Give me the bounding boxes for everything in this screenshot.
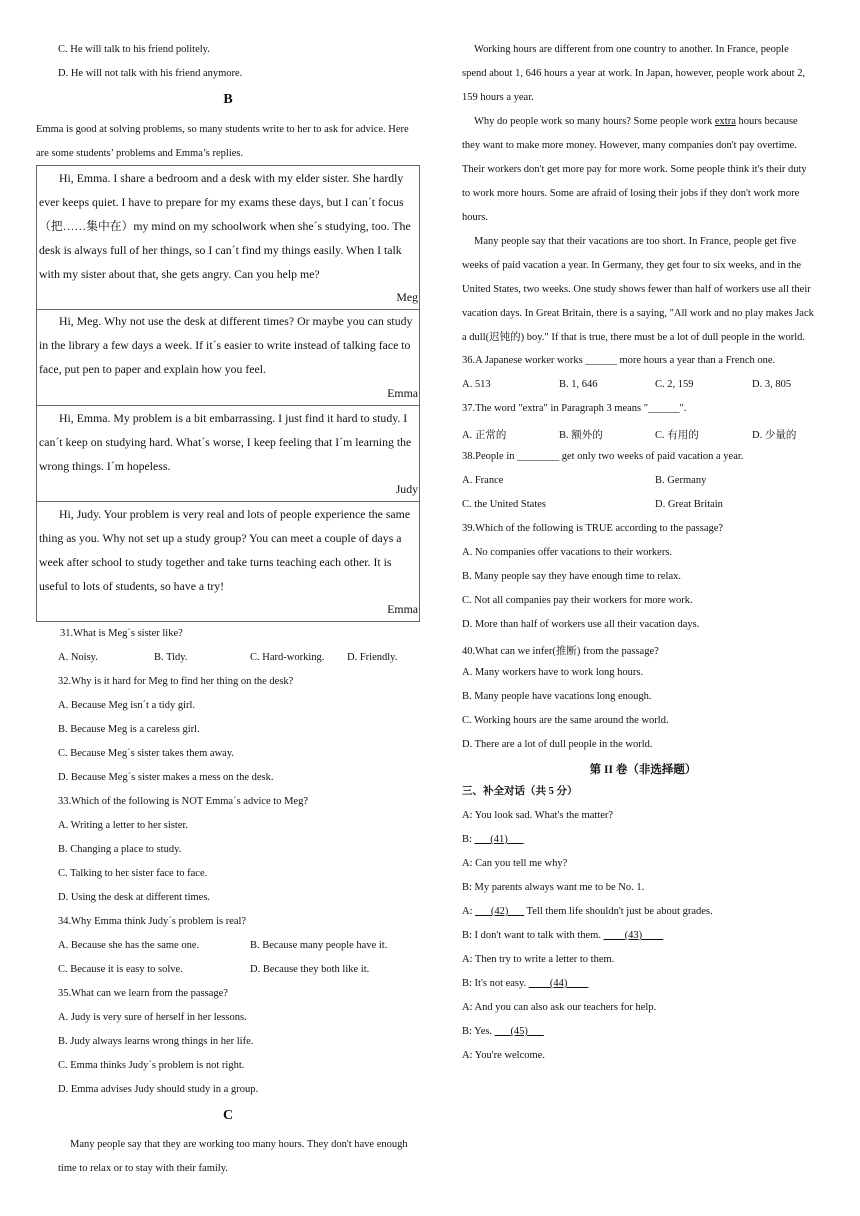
dialog-line bbox=[462, 833, 524, 846]
option: D. 3, 805 bbox=[752, 379, 792, 390]
dialog-text: A: bbox=[462, 906, 476, 917]
dialog-text: A: Then try to write a letter to them. bbox=[462, 954, 615, 965]
question-40: 40.What can we infer(推断) from the passage? bbox=[462, 646, 659, 657]
passage-line: United States, two weeks. One study shows fewer than half of workers use all their bbox=[462, 284, 811, 295]
option: D. Using the desk at different times. bbox=[58, 892, 211, 903]
dialog-line bbox=[462, 1049, 545, 1062]
option: C. Not all companies pay their workers for more work. bbox=[462, 595, 693, 606]
passage-line: time to relax or to stay with their family. bbox=[58, 1163, 228, 1174]
passage-line: they want to make more money. However, many companies don't pay overtime. bbox=[462, 140, 797, 151]
option: C. Talking to her sister face to face. bbox=[58, 868, 208, 879]
option: A. 正常的 bbox=[462, 430, 507, 441]
dialog-text: Tell them life shouldn't just be about grades. bbox=[524, 906, 713, 917]
dialog-line bbox=[462, 1025, 544, 1038]
dialog-line bbox=[462, 809, 613, 822]
intro-line: Emma is good at solving problems, so many students write to her to ask for advice. Here bbox=[36, 124, 409, 135]
passage-line: weeks of paid vacation a year. In Germany, they get four to six weeks, and in the bbox=[462, 260, 801, 271]
dialog-text: A: And you can also ask our teachers for help. bbox=[462, 1002, 657, 1013]
option: C. Hard-working. bbox=[250, 652, 325, 663]
letter-signature: Meg bbox=[396, 290, 418, 304]
question-35: 35.What can we learn from the passage? bbox=[58, 988, 228, 999]
option: B. Many people have vacations long enough. bbox=[462, 691, 652, 702]
dialog-line bbox=[462, 929, 663, 942]
option: A. Writing a letter to her sister. bbox=[58, 820, 189, 831]
passage-line: hours. bbox=[462, 212, 488, 223]
option: B. Tidy. bbox=[154, 652, 188, 663]
letter-signature: Judy bbox=[395, 482, 418, 496]
answer-blank-45[interactable]: ___(45)___ bbox=[494, 1026, 544, 1037]
question-39: 39.Which of the following is TRUE according to the passage? bbox=[462, 523, 724, 534]
option: A. Because Meg isn´t a tidy girl. bbox=[58, 700, 196, 711]
question-33: 33.Which of the following is NOT Emma´s advice to Meg? bbox=[58, 796, 309, 807]
passage-line: 159 hours a year. bbox=[462, 92, 534, 103]
section-three-heading: 三、补全对话（共 5 分） bbox=[462, 786, 578, 797]
option-c: C. He will talk to his friend politely. bbox=[58, 44, 210, 55]
letter-text: Hi, Emma. I share a bedroom and a desk with my elder sister. She hardly ever keeps quiet. I have to prepare for my exams these days, but I can´t focus（把……集中在）my mind on my schoolwork when she´s studying, too. The desk is always full of her things, so I can´t find my things easily. When I talk with my sister about that, she gets angry. Can you help me? bbox=[39, 171, 411, 281]
option: A. France bbox=[462, 475, 504, 486]
letter-text: Hi, Emma. My problem is a bit embarrassing. I just find it hard to study. I can´t keep on studying hard. What´s worse, I keep feeling that I´m learning the wrong things. I´m hopeless. bbox=[39, 411, 412, 473]
passage-line: Their workers don't get more pay for more work. Some people think it's their duty bbox=[462, 164, 807, 175]
option: C. Emma thinks Judy´s problem is not right. bbox=[58, 1060, 245, 1071]
dialog-line bbox=[462, 881, 644, 894]
passage-line bbox=[474, 115, 798, 128]
option: A. Many workers have to work long hours. bbox=[462, 667, 644, 678]
dialog-line bbox=[462, 1001, 656, 1014]
option: D. Emma advises Judy should study in a group. bbox=[58, 1084, 259, 1095]
question-34: 34.Why Emma think Judy´s problem is real? bbox=[58, 916, 247, 927]
option: B. 1, 646 bbox=[559, 379, 598, 390]
dialog-text: B: It's not easy. bbox=[462, 978, 529, 989]
letter-box-meg bbox=[36, 165, 420, 310]
answer-blank-41[interactable]: ___(41)___ bbox=[474, 834, 524, 845]
dialog-line bbox=[462, 905, 713, 918]
option: D. 少量的 bbox=[752, 430, 797, 441]
text-span: hours because bbox=[738, 116, 798, 127]
dialog-line bbox=[462, 857, 567, 870]
answer-blank-42[interactable]: ___(42)___ bbox=[475, 906, 525, 917]
question-37: 37.The word "extra" in Paragraph 3 means "______". bbox=[462, 403, 687, 414]
option: A. Judy is very sure of herself in her lessons. bbox=[58, 1012, 247, 1023]
option: C. the United States bbox=[462, 499, 546, 510]
option: A. Noisy. bbox=[58, 652, 98, 663]
option: D. Friendly. bbox=[347, 652, 398, 663]
option: D. Because they both like it. bbox=[250, 964, 370, 975]
passage-line: to work more hours. Some are afraid of losing their jobs if they don't work more bbox=[462, 188, 800, 199]
dialog-text: B: My parents always want me to be No. 1. bbox=[462, 882, 645, 893]
option: C. Working hours are the same around the world. bbox=[462, 715, 669, 726]
option: A. Because she has the same one. bbox=[58, 940, 200, 951]
dialog-text: A: You're welcome. bbox=[462, 1050, 545, 1061]
letter-box-emma-reply-2 bbox=[36, 502, 420, 622]
passage-line: Many people say that they are working too many hours. They don't have enough bbox=[70, 1139, 408, 1150]
intro-line: are some students’ problems and Emma’s replies. bbox=[36, 148, 244, 159]
passage-line: Working hours are different from one country to another. In France, people bbox=[474, 44, 789, 55]
section-b-heading: B bbox=[223, 92, 233, 107]
letter-box-emma-reply-1 bbox=[36, 309, 420, 406]
part-two-title: 第 II 卷（非选择题） bbox=[589, 764, 697, 776]
option: D. Because Meg´s sister makes a mess on the desk. bbox=[58, 772, 274, 783]
passage-line: spend about 1, 646 hours a year at work. In Japan, however, people work about 2, bbox=[462, 68, 806, 79]
question-31: 31.What is Meg´s sister like? bbox=[60, 628, 183, 639]
option: B. Many people say they have enough time to relax. bbox=[462, 571, 681, 582]
question-36: 36.A Japanese worker works ______ more hours a year than a French one. bbox=[462, 355, 776, 366]
letter-text: Hi, Judy. Your problem is very real and lots of people experience the same thing as you. Why not set up a study group? You can meet a couple of days a week after school to study together and take turns teaching each other. It is useful to lots of students, so have a try! bbox=[39, 507, 411, 593]
option: B. 额外的 bbox=[559, 430, 603, 441]
option: C. 2, 159 bbox=[655, 379, 694, 390]
letter-box-judy bbox=[36, 406, 420, 502]
question-38: 38.People in ________ get only two weeks of paid vacation a year. bbox=[462, 451, 744, 462]
dialog-text: A: Can you tell me why? bbox=[462, 858, 568, 869]
passage-line: Many people say that their vacations are too short. In France, people get five bbox=[474, 236, 797, 247]
option: C. 有用的 bbox=[655, 430, 699, 441]
passage-line: a dull(迟钝的) boy." If that is true, there must be a lot of dull people in the world. bbox=[462, 332, 806, 343]
text-span: Why do people work so many hours? Some people work bbox=[474, 116, 713, 127]
option: A. 513 bbox=[462, 379, 491, 390]
section-c-heading: C bbox=[222, 1108, 234, 1123]
passage-line: vacation days. In Great Britain, there is a saying, "All work and no play makes Jack bbox=[462, 308, 814, 319]
option: D. More than half of workers use all their vacation days. bbox=[462, 619, 700, 630]
dialog-text: B: bbox=[462, 834, 475, 845]
letter-text: Hi, Meg. Why not use the desk at different times? Or maybe you can study in the library a few days a week. If it´s easier to write instead of talking face to face, put pen to paper and explain how you feel. bbox=[39, 314, 413, 376]
dialog-line bbox=[462, 977, 588, 990]
underlined-word: extra bbox=[714, 116, 736, 127]
option: B. Because Meg is a careless girl. bbox=[58, 724, 200, 735]
question-32: 32.Why is it hard for Meg to find her thing on the desk? bbox=[58, 676, 294, 687]
option: A. No companies offer vacations to their workers. bbox=[462, 547, 673, 558]
option: B. Germany bbox=[655, 475, 707, 486]
letter-signature: Emma bbox=[387, 386, 418, 400]
option: B. Changing a place to study. bbox=[58, 844, 182, 855]
option: B. Judy always learns wrong things in her life. bbox=[58, 1036, 254, 1047]
option: D. Great Britain bbox=[655, 499, 723, 510]
dialog-text: B: Yes. bbox=[462, 1026, 495, 1037]
answer-blank-43[interactable]: ____(43)____ bbox=[603, 930, 664, 941]
option-d: D. He will not talk with his friend anymore. bbox=[58, 68, 243, 79]
dialog-text: B: I don't want to talk with them. bbox=[462, 930, 604, 941]
dialog-line bbox=[462, 953, 614, 966]
option: D. There are a lot of dull people in the world. bbox=[462, 739, 653, 750]
letter-signature: Emma bbox=[387, 602, 418, 616]
answer-blank-44[interactable]: ____(44)____ bbox=[528, 978, 589, 989]
dialog-text: A: You look sad. What's the matter? bbox=[462, 810, 614, 821]
option: C. Because it is easy to solve. bbox=[58, 964, 183, 975]
option: C. Because Meg´s sister takes them away. bbox=[58, 748, 235, 759]
option: B. Because many people have it. bbox=[250, 940, 388, 951]
